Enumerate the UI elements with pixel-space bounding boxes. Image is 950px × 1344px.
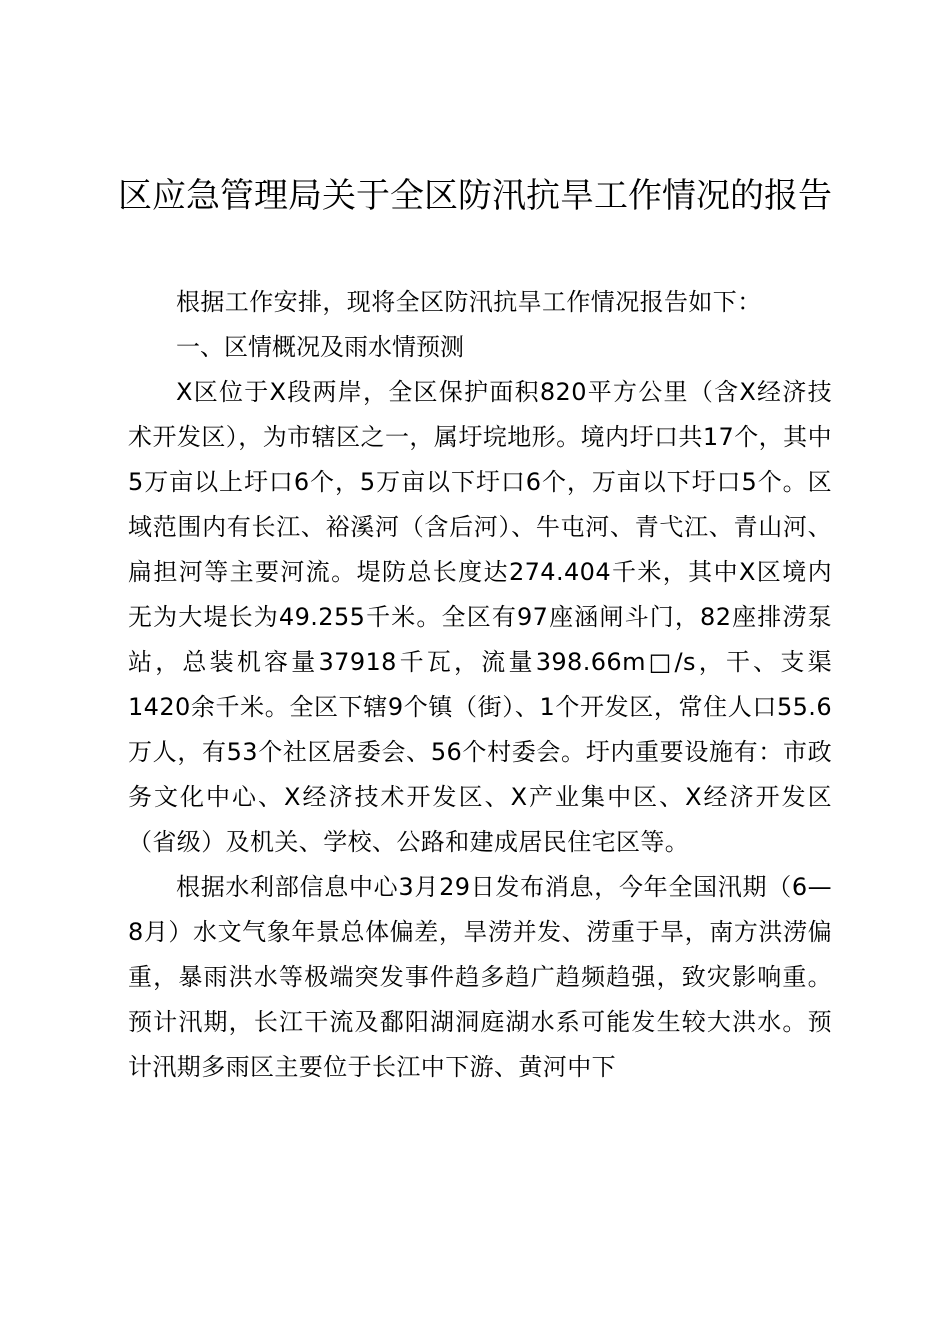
body-paragraph: X区位于X段两岸，全区保护面积820平方公里（含X经济技术开发区），为市辖区之一，属圩垸地形。境内圩口共17个，其中5万亩以上圩口6个，5万亩以下圩口6个，万亩以下圩口5个。区域范围内有长江、裕溪河（含后河）、牛屯河、青弋江、青山河、扁担河等主要河流。堤防总长度达274.404千米，其中X区境内无为大堤长为49.255千米。全区有97座涵闸斗门，82座排涝泵站，总装机容量37918千瓦，流量398.66m□/s，干、支渠1420余千米。全区下辖9个镇（街）、1个开发区，常住人口55.6万人，有53个社区居委会、56个村委会。圩内重要设施有：市政务文化中心、X经济技术开发区、X产业集中区、X经济开发区（省级）及机关、学校、公路和建成居民住宅区等。 — [128, 378, 832, 856]
section-heading: 一、区情概况及雨水情预测 — [176, 333, 464, 361]
intro-paragraph: 根据工作安排，现将全区防汛抗旱工作情况报告如下： — [176, 288, 762, 316]
document-title: 区应急管理局关于全区防汛抗旱工作情况的报告 — [118, 176, 832, 216]
document-body — [128, 280, 832, 1090]
body-paragraph: 根据水利部信息中心3月29日发布消息，今年全国汛期（6—8月）水文气象年景总体偏差，旱涝并发、涝重于旱，南方洪涝偏重，暴雨洪水等极端突发事件趋多趋广趋频趋强，致灾影响重。预计汛期，长江干流及鄱阳湖洞庭湖水系可能发生较大洪水。预计汛期多雨区主要位于长江中下游、黄河中下 — [128, 873, 832, 1081]
